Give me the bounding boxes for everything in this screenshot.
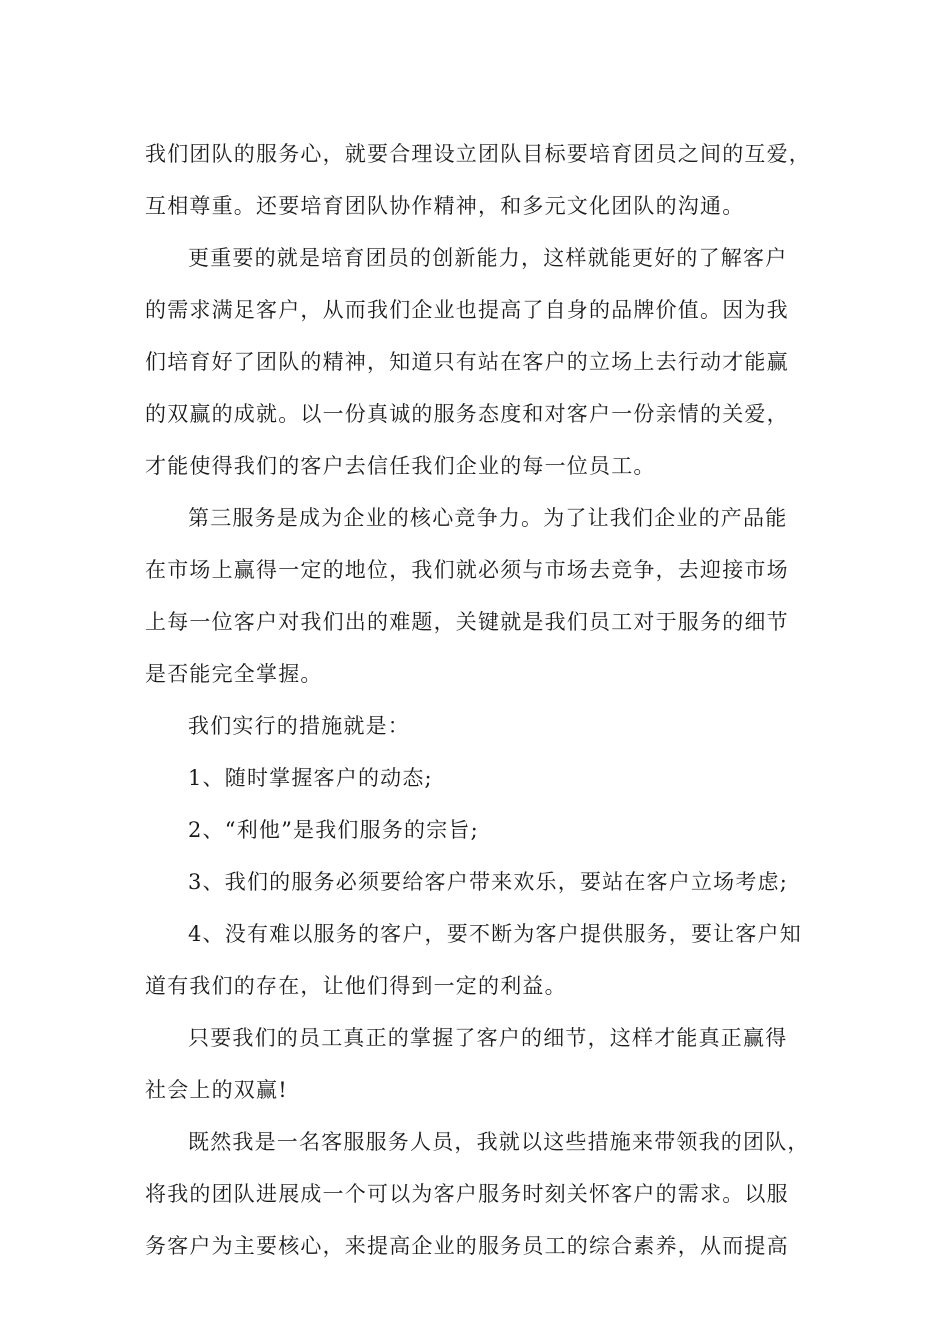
text-line: 是否能完全掌握。 (145, 662, 323, 686)
text-line: 的双赢的成就。以一份真诚的服务态度和对客户一份亲情的关爱， (145, 402, 789, 426)
text-line: 我们团队的服务心，就要合理设立团队目标要培育团员之间的互爱， (145, 142, 811, 166)
text-line: 3、我们的服务必须要给客户带来欢乐，要站在客户立场考虑; (188, 870, 789, 894)
text-line: 才能使得我们的客户去信任我们企业的每一位员工。 (145, 454, 656, 478)
text-line: 既然我是一名客服服务人员，我就以这些措施来带领我的团队， (188, 1130, 810, 1154)
text-line: 只要我们的员工真正的掌握了客户的细节，这样才能真正赢得 (188, 1026, 788, 1050)
text-line: 互相尊重。还要培育团队协作精神，和多元文化团队的沟通。 (145, 194, 745, 218)
text-line: 在市场上赢得一定的地位，我们就必须与市场去竞争，去迎接市场 (145, 558, 789, 582)
text-line: 我们实行的措施就是： (188, 714, 410, 738)
document-body (145, 128, 825, 1272)
text-line: 上每一位客户对我们出的难题，关键就是我们员工对于服务的细节 (145, 610, 789, 634)
text-line: 们培育好了团队的精神，知道只有站在客户的立场上去行动才能赢 (145, 350, 789, 374)
text-line: 更重要的就是培育团员的创新能力，这样就能更好的了解客户 (188, 246, 788, 270)
text-line: 第三服务是成为企业的核心竞争力。为了让我们企业的产品能 (188, 506, 788, 530)
text-line: 1、随时掌握客户的动态; (188, 766, 433, 790)
text-line: 务客户为主要核心，来提高企业的服务员工的综合素养，从而提高 (145, 1234, 789, 1258)
text-line: 将我的团队进展成一个可以为客户服务时刻关怀客户的需求。以服 (145, 1182, 789, 1206)
text-line: 道有我们的存在，让他们得到一定的利益。 (145, 974, 567, 998)
text-line: 的需求满足客户，从而我们企业也提高了自身的品牌价值。因为我 (145, 298, 789, 322)
text-line: 4、没有难以服务的客户，要不断为客户提供服务，要让客户知 (188, 922, 802, 946)
text-line: 2、“利他”是我们服务的宗旨; (188, 818, 479, 842)
text-line: 社会上的双赢! (145, 1078, 288, 1102)
